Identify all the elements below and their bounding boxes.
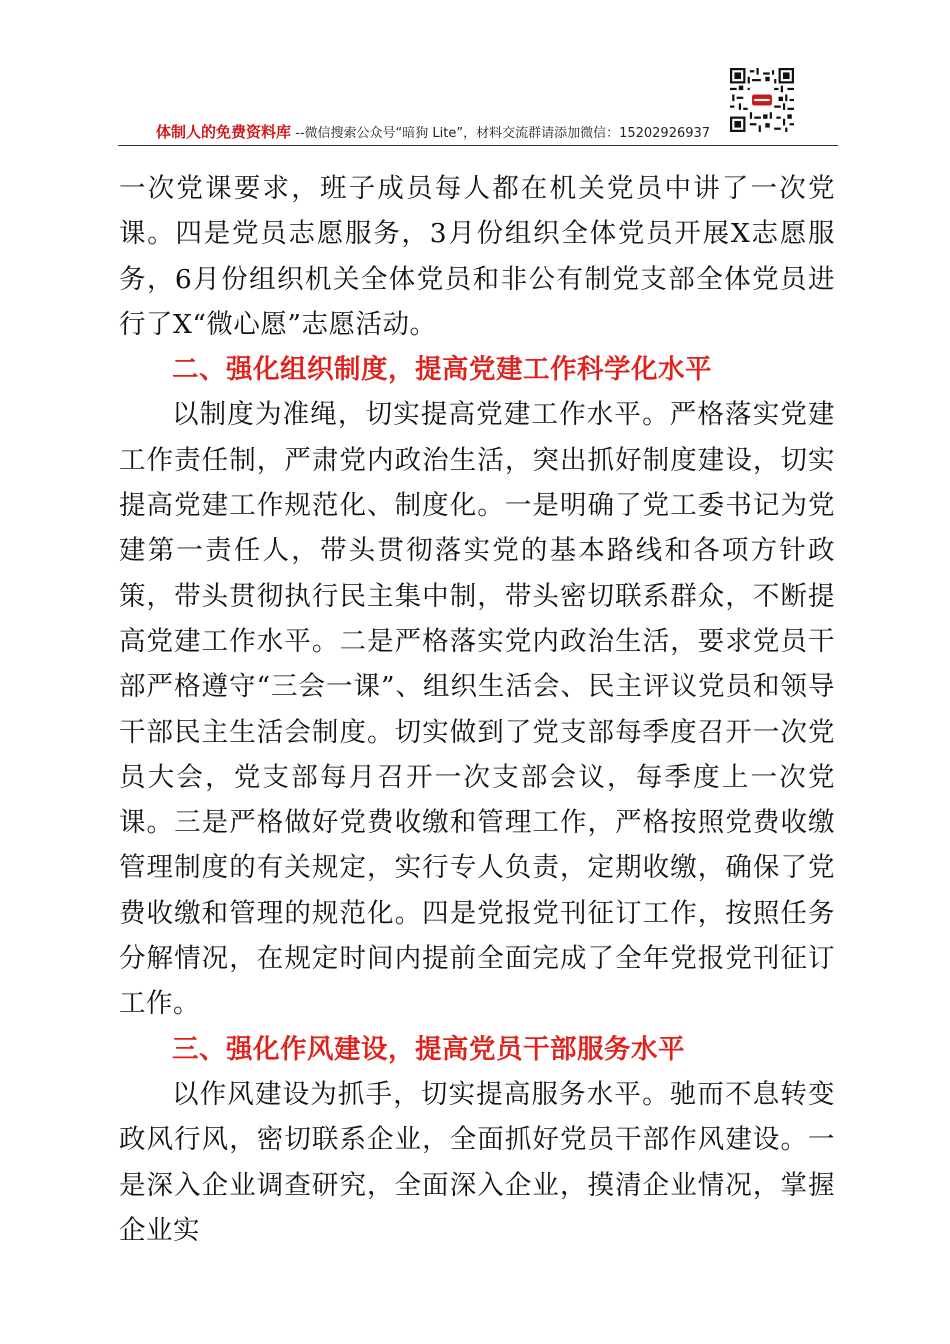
header-brand: 体制人的免费资料库 xyxy=(156,123,292,141)
page-header xyxy=(118,68,838,146)
document-body xyxy=(119,166,835,1253)
paragraph-1: 一次党课要求，班子成员每人都在机关党员中讲了一次党课。四是党员志愿服务，3月份组织全体党员开展X志愿服务，6月份组织机关全体党员和非公有制党支部全体党员进行了X“微心愿”志愿活动。 xyxy=(119,173,835,340)
header-subtitle: --微信搜索公众号“暗狗 Lite”，材料交流群请添加微信：15202926937 xyxy=(291,126,711,141)
header-caption xyxy=(156,121,710,142)
section-heading-3: 三、强化作风建设，提高党员干部服务水平 xyxy=(172,1033,685,1065)
paragraph-3: 以作风建设为抓手，切实提高服务水平。驰而不息转变政风行风，密切联系企业，全面抓好党员干部作风建设。一是深入企业调查研究，全面深入企业，摸清企业情况，掌握企业实 xyxy=(119,1078,835,1246)
qr-code-icon xyxy=(730,68,794,132)
paragraph-2: 以制度为准绳，切实提高党建工作水平。严格落实党建工作责任制，严肃党内政治生活，突出抓好制度建设，切实提高党建工作规范化、制度化。一是明确了党工委书记为党建第一责任人，带头贯彻落实党的基本路线和各项方针政策，带头贯彻执行民主集中制，带头密切联系群众，不断提高党建工作水平。二是严格落实党内政治生活，要求党员干部严格遵守“三会一课”、组织生活会、民主评议党员和领导干部民主生活会制度。切实做到了党支部每季度召开一次党员大会，党支部每月召开一次支部会议，每季度上一次党课。三是严格做好党费收缴和管理工作，严格按照党费收缴管理制度的有关规定，实行专人负责，定期收缴，确保了党费收缴和管理的规范化。四是党报党刊征订工作，按照任务分解情况，在规定时间内提前全面完成了全年党报党刊征订工作。 xyxy=(119,399,835,1020)
section-heading-2: 二、强化组织制度，提高党建工作科学化水平 xyxy=(172,354,712,386)
